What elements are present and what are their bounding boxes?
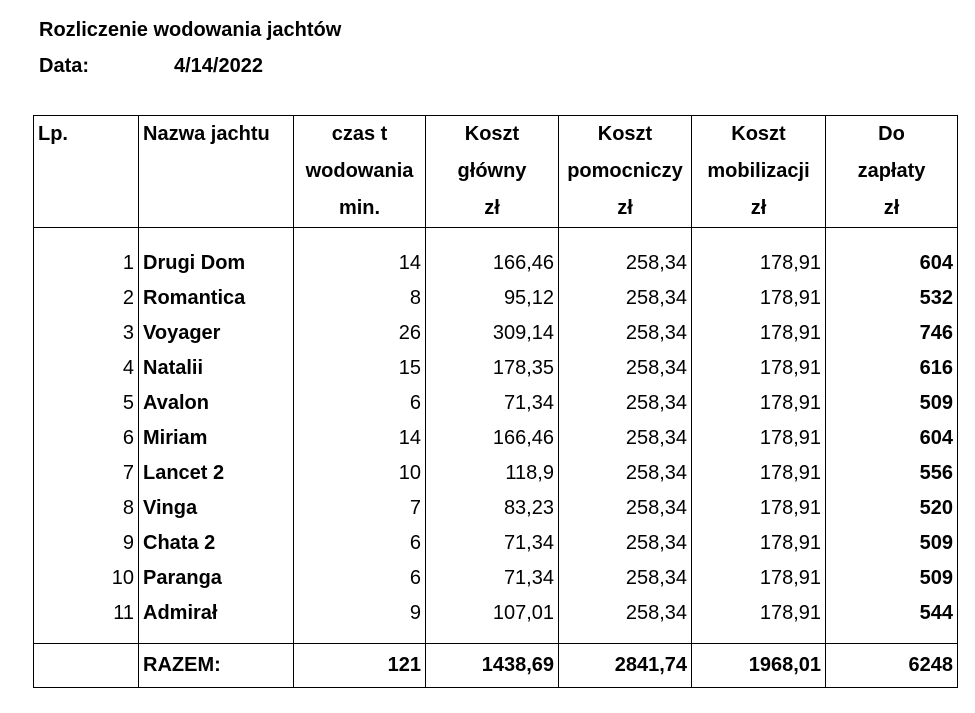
date-value: 4/14/2022	[174, 55, 263, 77]
cell-name: Drugi Dom	[139, 246, 294, 281]
cell-aux-cost: 258,34	[559, 526, 692, 561]
cell-lp: 2	[34, 281, 139, 316]
cell-name: Voyager	[139, 316, 294, 351]
header-main: zł	[426, 190, 559, 228]
date-line	[39, 54, 263, 78]
header-lp	[34, 190, 139, 228]
table-row	[34, 526, 958, 561]
cell-lp: 8	[34, 491, 139, 526]
cell-main-cost: 71,34	[426, 386, 559, 421]
header-aux: pomocniczy	[559, 153, 692, 190]
cell-time: 10	[294, 456, 426, 491]
cell-aux-cost: 258,34	[559, 246, 692, 281]
header-mob: zł	[692, 190, 826, 228]
cell-mob-cost: 178,91	[692, 456, 826, 491]
header-mob: mobilizacji	[692, 153, 826, 190]
cell-to-pay: 604	[826, 246, 958, 281]
header-row	[34, 190, 958, 228]
cell-time: 8	[294, 281, 426, 316]
cell-lp: 7	[34, 456, 139, 491]
cell-lp: 6	[34, 421, 139, 456]
cell-main-cost: 118,9	[426, 456, 559, 491]
cell-lp: 4	[34, 351, 139, 386]
cell-mob-cost: 178,91	[692, 386, 826, 421]
cell-mob-cost: 178,91	[692, 281, 826, 316]
header-pay: Do	[826, 116, 958, 154]
cell-main-cost: 166,46	[426, 246, 559, 281]
total-aux-cost: 2841,74	[559, 644, 692, 688]
header-row	[34, 153, 958, 190]
cell-name: Natalii	[139, 351, 294, 386]
cell-main-cost: 166,46	[426, 421, 559, 456]
cell-lp: 11	[34, 596, 139, 631]
table-row	[34, 561, 958, 596]
cell-lp: 9	[34, 526, 139, 561]
table-row	[34, 596, 958, 631]
header-name: Nazwa jachtu	[139, 116, 294, 154]
header-main: Koszt	[426, 116, 559, 154]
cell-to-pay: 532	[826, 281, 958, 316]
cell-main-cost: 83,23	[426, 491, 559, 526]
cell-to-pay: 544	[826, 596, 958, 631]
header-time: min.	[294, 190, 426, 228]
cell-lp: 5	[34, 386, 139, 421]
cell-aux-cost: 258,34	[559, 386, 692, 421]
header-lp	[34, 153, 139, 190]
cell-name: Vinga	[139, 491, 294, 526]
cell-name: Paranga	[139, 561, 294, 596]
table-row	[34, 246, 958, 281]
cell-aux-cost: 258,34	[559, 316, 692, 351]
cell-aux-cost: 258,34	[559, 456, 692, 491]
total-row	[34, 644, 958, 688]
total-to-pay: 6248	[826, 644, 958, 688]
cell-time: 14	[294, 421, 426, 456]
settlement-table	[33, 115, 958, 688]
header-main: główny	[426, 153, 559, 190]
sheet-title: Rozliczenie wodowania jachtów	[39, 19, 342, 41]
header-name	[139, 190, 294, 228]
cell-lp: 1	[34, 246, 139, 281]
cell-main-cost: 71,34	[426, 561, 559, 596]
cell-to-pay: 509	[826, 526, 958, 561]
total-mob-cost: 1968,01	[692, 644, 826, 688]
cell-time: 9	[294, 596, 426, 631]
cell-aux-cost: 258,34	[559, 561, 692, 596]
cell-name: Avalon	[139, 386, 294, 421]
cell-aux-cost: 258,34	[559, 421, 692, 456]
header-name	[139, 153, 294, 190]
cell-mob-cost: 178,91	[692, 246, 826, 281]
cell-mob-cost: 178,91	[692, 596, 826, 631]
cell-lp: 3	[34, 316, 139, 351]
cell-to-pay: 556	[826, 456, 958, 491]
cell-to-pay: 604	[826, 421, 958, 456]
header-pay: zł	[826, 190, 958, 228]
cell-to-pay: 509	[826, 386, 958, 421]
cell-mob-cost: 178,91	[692, 526, 826, 561]
cell-to-pay: 520	[826, 491, 958, 526]
header-aux: zł	[559, 190, 692, 228]
cell-to-pay: 509	[826, 561, 958, 596]
cell-aux-cost: 258,34	[559, 281, 692, 316]
cell-name: Romantica	[139, 281, 294, 316]
cell-time: 15	[294, 351, 426, 386]
cell-main-cost: 95,12	[426, 281, 559, 316]
table-row	[34, 351, 958, 386]
table-row	[34, 281, 958, 316]
spacer-row	[34, 228, 958, 247]
header-lp: Lp.	[34, 116, 139, 154]
header-row	[34, 116, 958, 154]
table-row	[34, 316, 958, 351]
cell-mob-cost: 178,91	[692, 316, 826, 351]
table-row	[34, 421, 958, 456]
total-main-cost: 1438,69	[426, 644, 559, 688]
cell-name: Admirał	[139, 596, 294, 631]
header-time: wodowania	[294, 153, 426, 190]
header-aux: Koszt	[559, 116, 692, 154]
cell-main-cost: 107,01	[426, 596, 559, 631]
header-time: czas t	[294, 116, 426, 154]
cell-time: 26	[294, 316, 426, 351]
cell-time: 14	[294, 246, 426, 281]
spacer-row	[34, 631, 958, 644]
cell-to-pay: 746	[826, 316, 958, 351]
header-mob: Koszt	[692, 116, 826, 154]
cell-time: 6	[294, 561, 426, 596]
table-row	[34, 456, 958, 491]
cell-main-cost: 178,35	[426, 351, 559, 386]
cell-main-cost: 309,14	[426, 316, 559, 351]
cell-name: Lancet 2	[139, 456, 294, 491]
cell-name: Miriam	[139, 421, 294, 456]
date-label: Data:	[39, 55, 90, 77]
cell-lp: 10	[34, 561, 139, 596]
total-label: RAZEM:	[139, 644, 294, 688]
cell-mob-cost: 178,91	[692, 491, 826, 526]
cell-time: 6	[294, 386, 426, 421]
cell-time: 7	[294, 491, 426, 526]
header-pay: zapłaty	[826, 153, 958, 190]
cell-aux-cost: 258,34	[559, 491, 692, 526]
total-empty	[34, 644, 139, 688]
cell-mob-cost: 178,91	[692, 561, 826, 596]
cell-name: Chata 2	[139, 526, 294, 561]
cell-time: 6	[294, 526, 426, 561]
cell-to-pay: 616	[826, 351, 958, 386]
cell-mob-cost: 178,91	[692, 421, 826, 456]
cell-mob-cost: 178,91	[692, 351, 826, 386]
cell-aux-cost: 258,34	[559, 351, 692, 386]
cell-main-cost: 71,34	[426, 526, 559, 561]
table-row	[34, 386, 958, 421]
cell-aux-cost: 258,34	[559, 596, 692, 631]
table-row	[34, 491, 958, 526]
total-time: 121	[294, 644, 426, 688]
